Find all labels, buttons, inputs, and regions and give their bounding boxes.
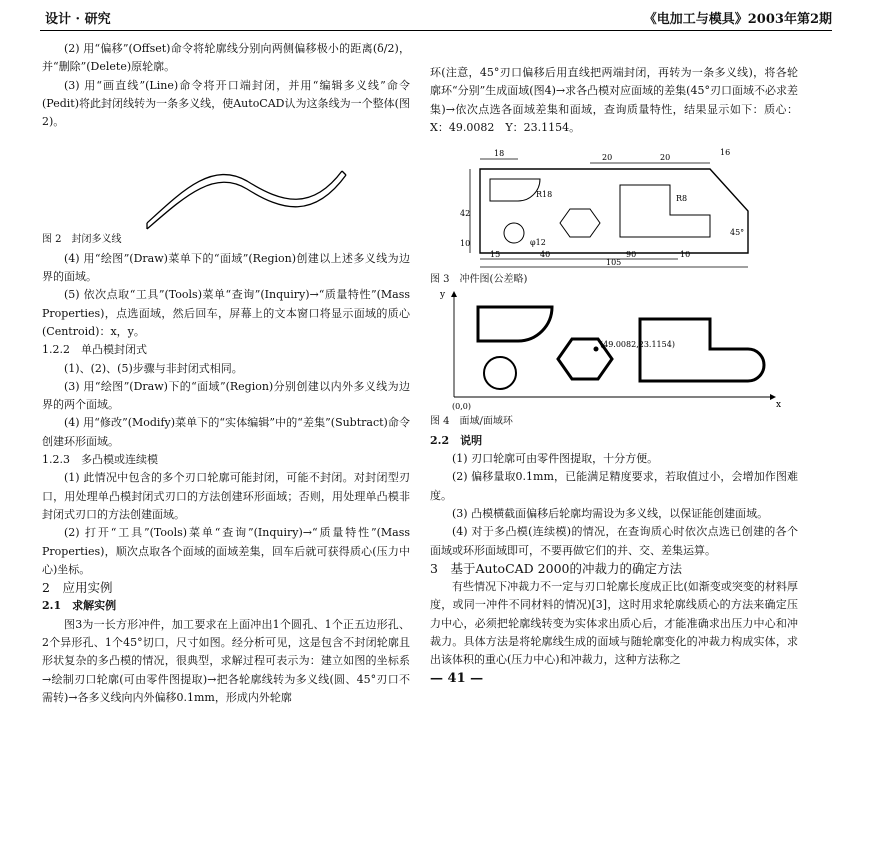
origin-label: (0,0): [452, 402, 471, 412]
right-column: [430, 64, 798, 688]
paragraph: (4) 用“绘图”(Draw)菜单下的“面域”(Region)创建以上述多义线为边界的面域。: [42, 251, 410, 284]
paragraph: (3) 用“绘图”(Draw)下的“面域”(Region)分别创建以内外多义线为边界的两个面域。: [42, 379, 410, 412]
figure-4-caption: 图 4 面域/面域环: [430, 416, 513, 428]
section-heading: 3 基于AutoCAD 2000的冲裁力的确定方法: [430, 560, 682, 576]
dim-label: 18: [494, 149, 505, 159]
running-header-right: 《电加工与模具》2003年第2期: [643, 12, 832, 27]
paragraph: (1) 此情况中包含的多个刃口轮廓可能封闭，可能不封闭。对封闭型刃口，用处理单凸模封闭式刃口的方法创建环形面域；否则，用处理单凸模非封闭式刃口的方法创建面域。: [42, 471, 410, 521]
dim-label: 90: [626, 250, 637, 260]
dim-label: 40: [540, 250, 551, 260]
section-heading: 1.2.3 多凸模或连续模: [42, 453, 158, 467]
dim-label: 15: [490, 250, 501, 260]
axis-label-y: y: [440, 290, 446, 301]
dim-label: 10: [460, 239, 471, 249]
paragraph: (3) 凸模横截面偏移后轮廓均需设为多义线，以保证能创建面域。: [452, 506, 769, 520]
dim-label: 10: [680, 250, 691, 260]
dim-label: 45°: [730, 228, 745, 238]
centroid-label: (49.0082,23.1154): [600, 340, 675, 350]
dim-label: 16: [720, 148, 731, 158]
axis-label-x: x: [776, 400, 782, 411]
section-heading: 2.2 说明: [430, 433, 483, 447]
paragraph: (5) 依次点取“工具”(Tools)菜单“查询”(Inquiry)→“质量特性”(Mass Properties)，点选面域，然后回车，屏幕上的文本窗口将显示面域的质心(Centroid)：x，y。: [42, 288, 410, 338]
paragraph: 环(注意，45°刃口偏移后用直线把两端封闭，再转为一条多义线)，将各轮廓环“分别”生成面域(图4)→求各凸模对应面域的差集(45°刃口面域不必求差集)→依次点选各面域差集和面域，查询质量特性，结果显示如下：质心：X：49.0082 Y：23.1154。: [430, 66, 798, 134]
figure-2-caption: 图 2 封闭多义线: [42, 234, 122, 246]
paragraph: (4) 对于多凸模(连续模)的情况，在查询质心时依次点选已创建的各个面域或环形面域即可，不要再做它们的并、交、差集运算。: [430, 525, 798, 557]
figure-3-part-drawing: [430, 141, 798, 271]
paragraph: (2) 偏移量取0.1mm，已能满足精度要求，若取值过小，会增加作图难度。: [430, 470, 798, 502]
dim-label: 42: [460, 209, 471, 219]
dim-label: 20: [602, 153, 613, 163]
section-heading: 2.1 求解实例: [42, 599, 117, 613]
section-heading: 1.2.2 单凸模封闭式: [42, 343, 147, 357]
left-column: [42, 40, 410, 707]
paragraph: 有些情况下冲裁力不一定与刃口轮廓长度成正比(如渐变或突变的材料厚度，或同一冲件不同材料的情况)[3]，这时用求轮廓线质心的方法来确定压力中心，必须把轮廓线转变为实体求出质心后，才能准确求出压力中心和冲裁力。具体方法是将轮廓线生成的面域与随轮廓变化的冲裁力构成实体，求出该体积的重心(压力中心)和冲裁力，这种方法称之: [430, 580, 798, 667]
figure-4-regions: [430, 289, 798, 413]
paragraph: (2) 打开“工具”(Tools)菜单“查询”(Inquiry)→“质量特性”(Mass Properties)，顺次点取各个面域的面域差集，回车后就可获得质心(压力中心)坐标。: [42, 526, 410, 576]
figure-3-caption: 图 3 冲件图(公差略): [430, 274, 528, 286]
paragraph: (3) 用“画直线”(Line)命令将开口端封闭，并用“编辑多义线”命令(Pedit)将此封闭线转为一条多义线，使AutoCAD认为这条线为一个整体(图2)。: [42, 78, 410, 129]
running-header-left: 设计 · 研究: [45, 12, 111, 27]
dim-label: R8: [676, 194, 688, 204]
dim-label: 20: [660, 153, 671, 163]
page-number: — 41 —: [430, 670, 484, 686]
paragraph: 图3为一长方形冲件，加工要求在上面冲出1个圆孔、1个正五边形孔、2个异形孔、1个45°切口，尺寸如图。经分析可见，这是包含不封闭轮廓且形状复杂的多凸模的情况，很典型，求解过程可表示为：建立如图的坐标系→绘制刃口轮廓(可由零件图提取)→把各轮廓线转为多义线(圆、45°刃口不需转)→各多义线向内外偏移0.1mm，形成内外轮廓: [42, 617, 410, 704]
paragraph: (1) 刃口轮廓可由零件图提取，十分方便。: [452, 452, 659, 466]
paragraph: (4) 用“修改”(Modify)菜单下的“实体编辑”中的“差集”(Subtract)命令创建环形面域。: [42, 416, 410, 448]
header-rule: [40, 30, 832, 31]
paragraph: (2) 用“偏移”(Offset)命令将轮廓线分别向两侧偏移极小的距离(δ/2)，并“删除”(Delete)原轮廓。: [42, 42, 410, 74]
dim-label: R18: [536, 190, 553, 200]
paragraph: (1)、(2)、(5)步骤与非封闭式相同。: [64, 361, 243, 375]
section-heading: 2 应用实例: [42, 580, 113, 596]
dim-label: φ12: [530, 238, 546, 248]
figure-2-polyline: [42, 131, 410, 231]
dim-label: 105: [606, 258, 622, 268]
